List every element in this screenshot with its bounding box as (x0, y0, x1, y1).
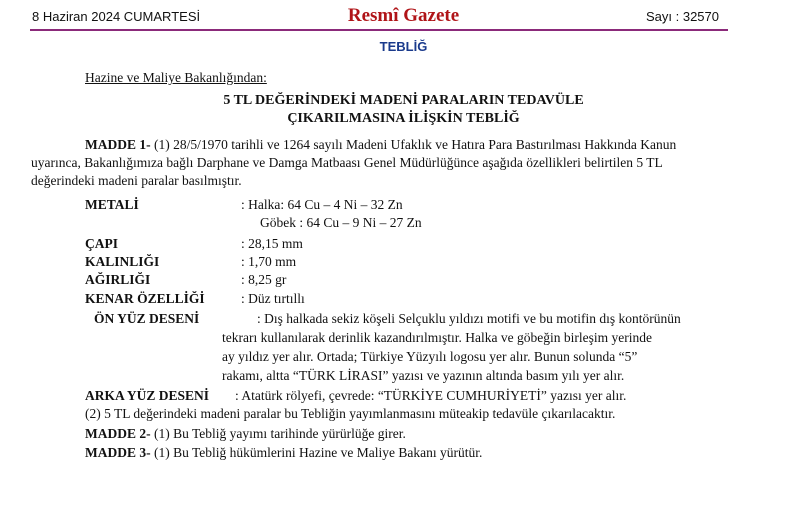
issue-number: Sayı : 32570 (646, 9, 719, 24)
metal-value-ring: : Halka: 64 Cu – 4 Ni – 32 Zn (241, 197, 403, 212)
madde-2-label: MADDE 2- (85, 426, 151, 441)
weight-value: : 8,25 gr (241, 272, 287, 287)
edge-label: KENAR ÖZELLİĞİ (85, 291, 205, 306)
madde-1-paragraph (85, 137, 676, 153)
madde-3-label: MADDE 3- (85, 445, 151, 460)
issuer-line: Hazine ve Maliye Bakanlığından: (85, 70, 267, 85)
gazette-date: 8 Haziran 2024 CUMARTESİ (32, 9, 201, 24)
diameter-label: ÇAPI (85, 236, 118, 251)
document-title-line-2: ÇIKARILMASINA İLİŞKİN TEBLİĞ (287, 111, 520, 126)
document-title-line-1: 5 TL DEĞERİNDEKİ MADENİ PARALARIN TEDAVÜLE (223, 93, 584, 108)
obverse-label: ÖN YÜZ DESENİ (94, 311, 200, 326)
obverse-line-2: tekrarı kullanılarak derinlik kazandırılmıştır. Halka ve göbeğin birleşim yerinde (222, 330, 652, 345)
header-divider (30, 29, 728, 31)
madde-2-text: (1) Bu Tebliğ yayımı tarihinde yürürlüğe girer. (154, 426, 406, 441)
edge-value: : Düz tırtıllı (241, 291, 305, 306)
madde-1-line-3: değerindeki madeni paralar basılmıştır. (31, 173, 242, 188)
metal-value-core: Göbek : 64 Cu – 9 Ni – 27 Zn (260, 215, 422, 230)
madde-3-paragraph (85, 445, 482, 461)
madde-1-line-1: (1) 28/5/1970 tarihli ve 1264 sayılı Madeni Ufaklık ve Hatıra Para Bastırılması Hakkında Kanun (154, 137, 677, 152)
thickness-value: : 1,70 mm (241, 254, 297, 269)
reverse-value: : Atatürk rölyefi, çevrede: “TÜRKİYE CUMHURİYETİ” yazısı yer alır. (235, 388, 627, 403)
reverse-label: ARKA YÜZ DESENİ (85, 388, 210, 403)
madde-2-paragraph (85, 426, 406, 442)
metal-label: METALİ (85, 197, 139, 212)
section-heading: TEBLİĞ (379, 39, 428, 54)
madde-1-label: MADDE 1- (85, 137, 151, 152)
thickness-label: KALINLIĞI (85, 254, 160, 269)
obverse-line-4: rakamı, altta “TÜRK LİRASI” yazısı ve yazının altında basım yılı yer alır. (222, 368, 625, 383)
diameter-value: : 28,15 mm (241, 236, 303, 251)
madde-1-line-2: uyarınca, Bakanlığımıza bağlı Darphane ve Damga Matbaası Genel Müdürlüğünce aşağıda özellikleri belirtilen 5 TL (31, 155, 663, 170)
weight-label: AĞIRLIĞI (85, 272, 151, 287)
madde-3-text: (1) Bu Tebliğ hükümlerini Hazine ve Maliye Bakanı yürütür. (154, 445, 483, 460)
gazette-title: Resmî Gazete (347, 5, 460, 26)
madde-1-clause-2: (2) 5 TL değerindeki madeni paralar bu Tebliğin yayımlanmasını müteakip tedavüle çıkarılacaktır. (85, 406, 616, 421)
obverse-line-1: : Dış halkada sekiz köşeli Selçuklu yıldızı motifi ve bu motifin dış kontörünün (257, 311, 681, 326)
obverse-line-3: ay yıldız yer alır. Ortada; Türkiye Yüzyılı logosu yer alır. Bunun solunda “5” (222, 349, 638, 364)
